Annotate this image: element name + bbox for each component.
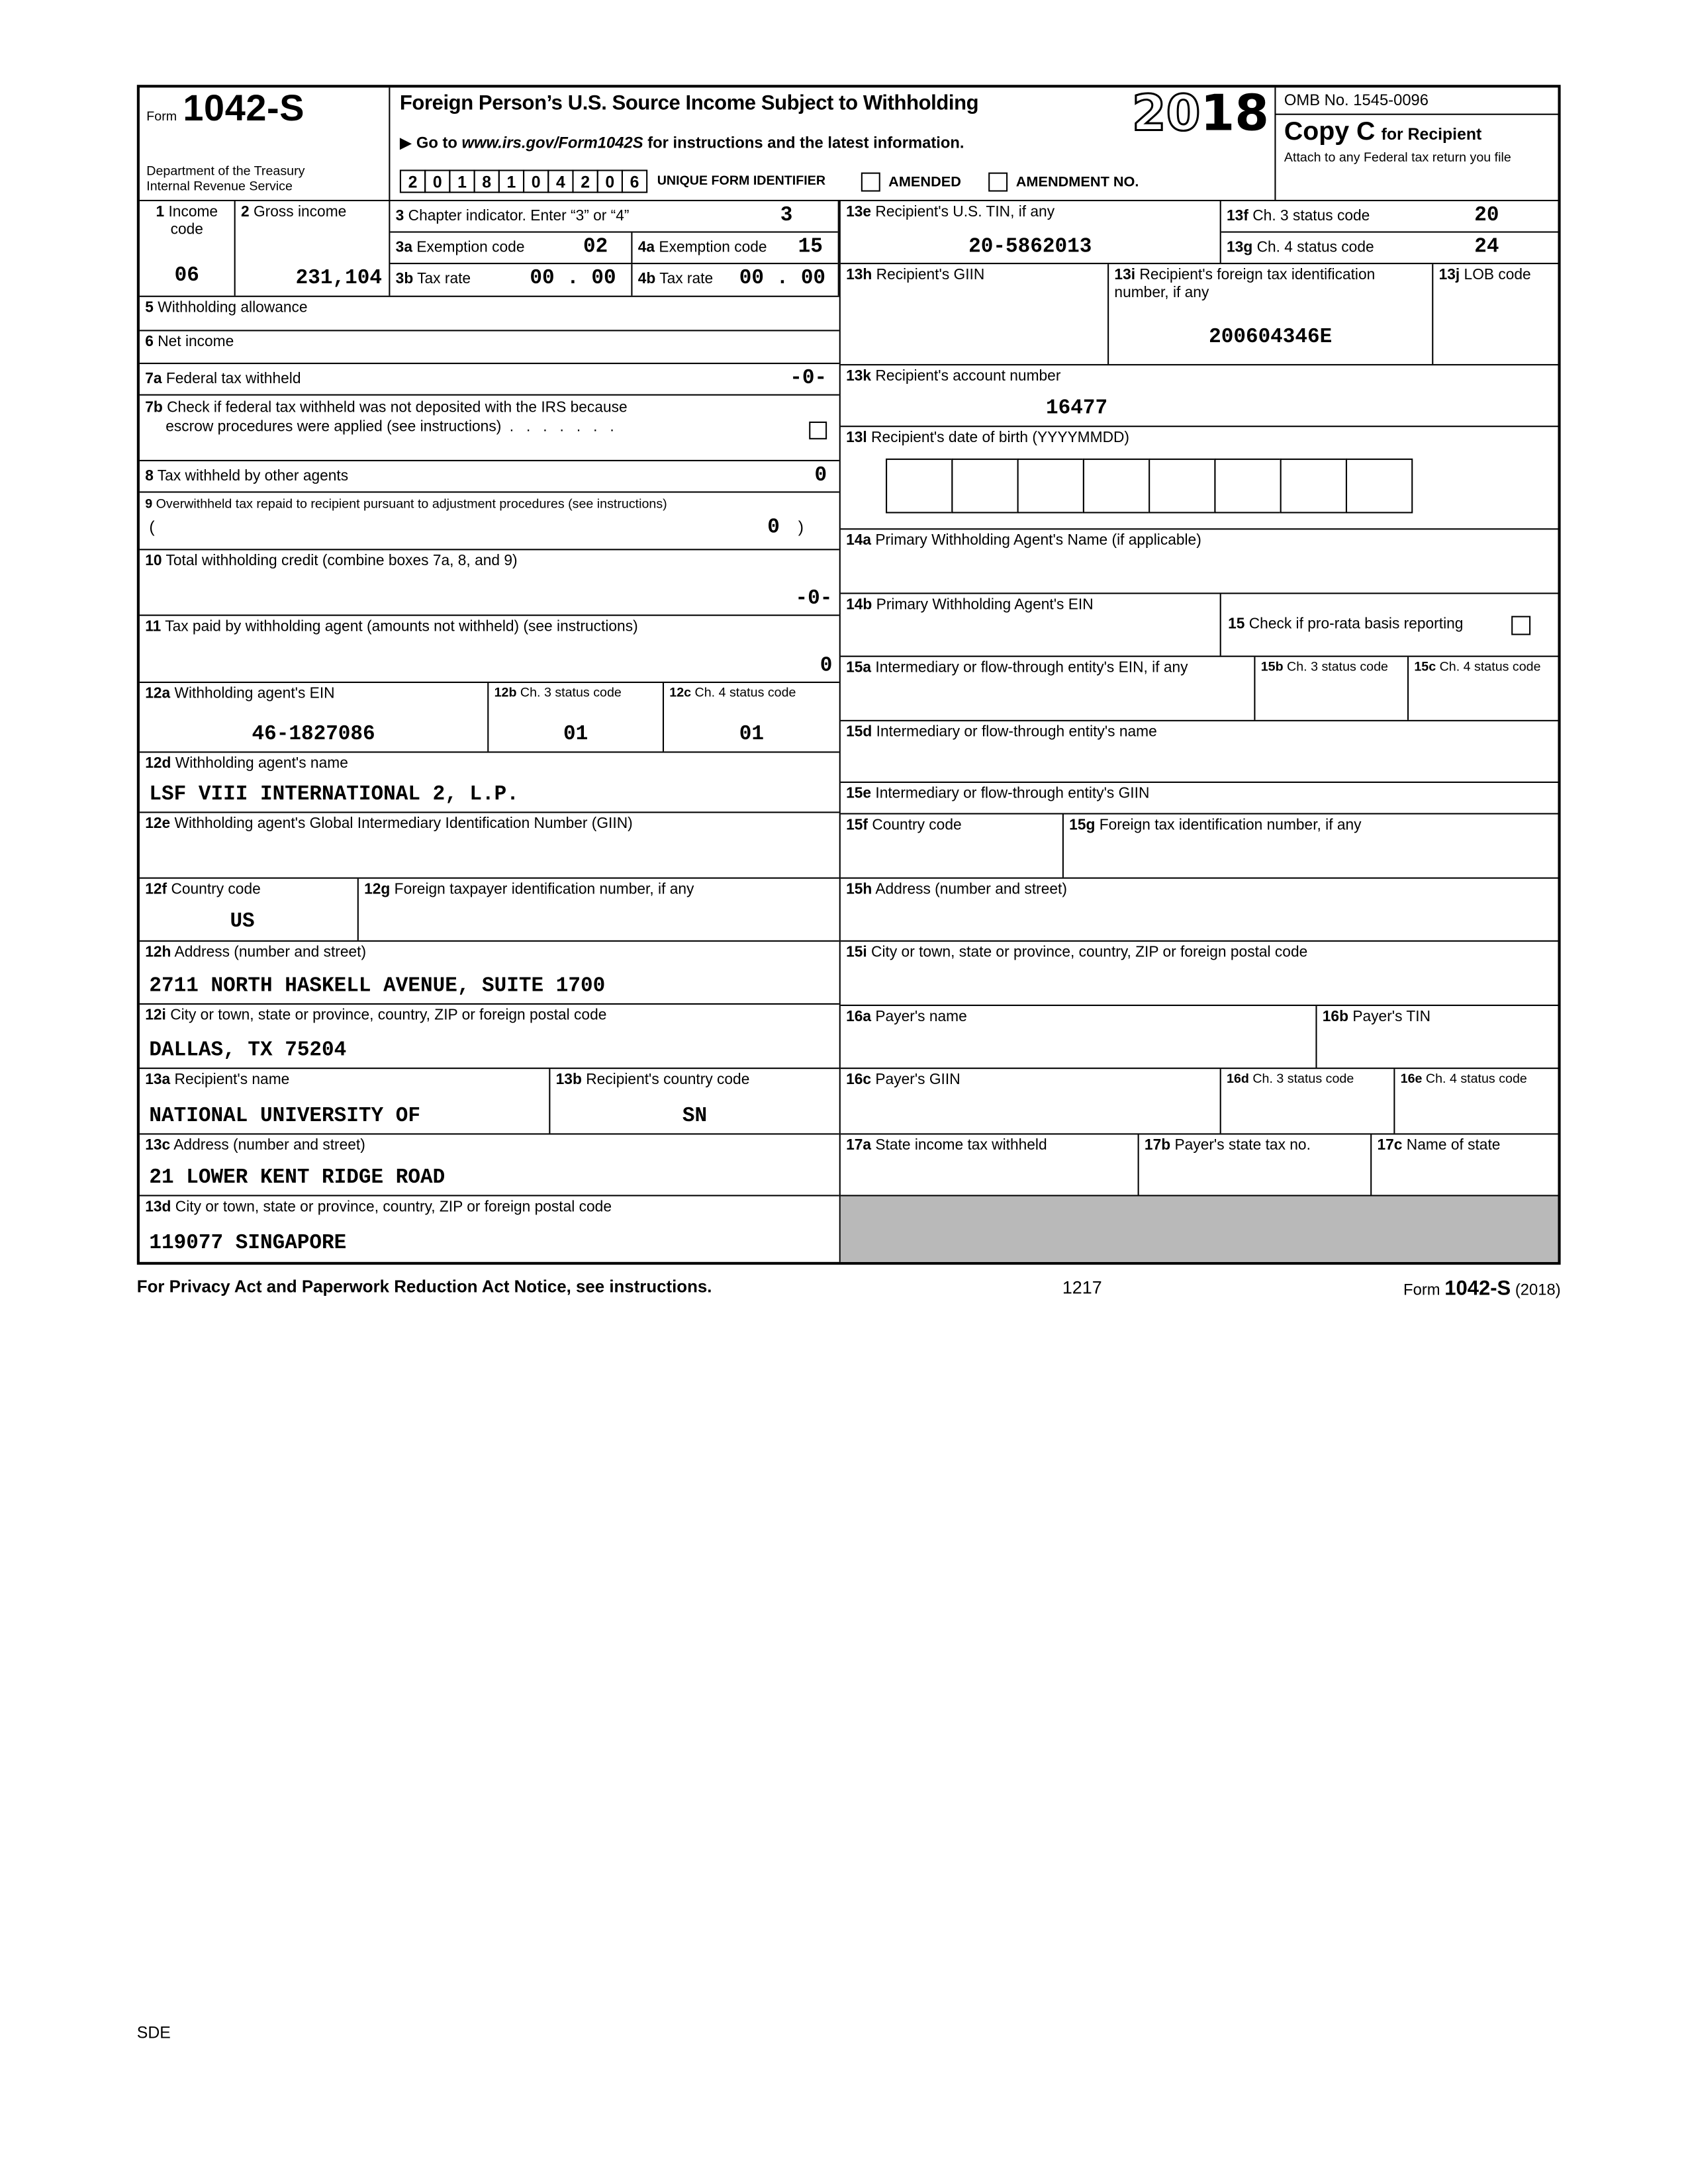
box-13c-recipient-address [140,1134,839,1196]
recipient-country-code-value[interactable]: SN [682,1104,708,1128]
row-16a-16b [841,1006,1558,1069]
box-4a-exemption-code [632,233,837,263]
pro-rata-checkbox[interactable] [1511,615,1530,635]
box-15b-ch3-status-code [1255,657,1409,720]
box-number: 7a [145,371,162,388]
box-17c-name-of-state [1372,1134,1558,1195]
box-15g-foreign-tin [1064,815,1558,878]
department-lines [146,166,382,196]
form-word: Form [146,109,177,125]
box-label: Payer's GIIN [875,1071,961,1089]
box-3-4-block [390,201,839,296]
box-3b-tax-rate [390,264,632,296]
copy-label: Copy C [1284,117,1376,147]
box-15d-intermediary-name [841,721,1558,783]
box-label: Intermediary or flow-through entity's name [876,724,1157,741]
box-label: Withholding agent's EIN [174,686,335,702]
dob-digit-boxes [886,459,1558,514]
box-number: 7b [145,399,163,416]
box-12i-agent-city [140,1005,839,1069]
box-label: Primary Withholding Agent's Name (if applicable) [875,532,1201,549]
box-13e-recipient-us-tin [841,201,1221,263]
box-12g-foreign-tin [359,879,839,940]
dob-digit-box[interactable] [1149,459,1215,514]
box-label: Primary Withholding Agent's EIN [876,596,1094,614]
box-label: Ch. 3 status code [1252,208,1370,225]
dob-digit-box[interactable] [886,459,953,514]
box-label: Federal tax withheld [165,371,301,388]
box-number: 17a [846,1137,872,1154]
uid-digit-box[interactable]: 0 [597,169,623,193]
recipient-ch4-status-value[interactable]: 24 [1474,235,1499,259]
recipient-address-value[interactable]: 21 LOWER KENT RIDGE ROAD [149,1166,445,1190]
box-label: Withholding allowance [158,299,308,316]
form-title: Foreign Person’s U.S. Source Income Subject to Withholding [399,91,979,115]
box-label: Tax paid by withholding agent (amounts not withheld) (see instructions) [165,618,638,635]
box-number: 16e [1400,1071,1423,1087]
row-12abc [140,683,839,752]
page-code: SDE [136,2023,171,2042]
row-13h-13i-13j [841,264,1558,365]
box-number: 12f [145,881,167,898]
box-number: 13j [1438,267,1460,284]
box-number: 13d [145,1199,171,1216]
box-11-tax-paid-by-agent [140,616,839,683]
box-label: Tax withheld by other agents [157,468,349,485]
box-number: 8 [145,468,154,485]
box-label: Payer's TIN [1352,1009,1431,1026]
box-17b-payer-state-tax-no [1139,1134,1372,1195]
box-label: Withholding agent's name [175,755,348,772]
box-3-chapter-indicator [390,201,837,233]
box-15-pro-rata [1221,594,1558,656]
box-label: Recipient's foreign tax identification number, if any [1114,267,1376,302]
box-number: 15e [846,786,872,802]
uid-digit-box[interactable]: 2 [572,169,598,193]
box-16e-ch4-status-code [1395,1069,1558,1133]
box-12e-agent-giin [140,813,839,878]
right-column [841,201,1558,1262]
box-13j-lob-code [1433,264,1558,364]
box-label: Overwithheld tax repaid to recipient pursuant to adjustment procedures (see instructions) [156,496,667,512]
box-13h-recipient-giin [841,264,1109,364]
box-label: LOB code [1464,267,1531,284]
box-label: Ch. 3 status code [520,686,622,701]
box-number: 13b [555,1071,582,1089]
goto-line [400,133,1111,152]
ch4-tax-rate-value[interactable]: 00 . 00 [739,267,826,291]
year-outline-part: 20 [1131,86,1201,143]
box-2-gross-income [236,201,391,296]
box-4b-tax-rate [632,264,837,296]
withholding-agent-ein-value[interactable]: 46-1827086 [252,722,375,747]
box-number: 3b [395,271,414,288]
uid-digit-box[interactable]: 0 [424,169,450,193]
box-label: Address (number and street) [875,881,1067,898]
box-12b-ch3-status-code [489,683,664,751]
box-number: 16c [846,1071,872,1089]
row-17a-17b-17c [841,1134,1558,1196]
box-13g-ch4-status-code [1221,233,1558,263]
box-number: 4b [637,271,656,288]
dob-digit-box[interactable] [1017,459,1084,514]
overwithheld-repaid-value[interactable]: 0 [767,516,780,540]
paren-close: ) [798,518,804,537]
box-number: 13f [1227,208,1248,225]
box-label: Payer's state tax no. [1174,1137,1311,1154]
box-13i-recipient-foreign-tin [1109,264,1433,364]
dept-line2: Internal Revenue Service [146,179,293,195]
box-number: 16b [1322,1009,1349,1026]
box-label: Withholding agent's Global Intermediary Identification Number (GIIN) [174,815,633,833]
escrow-checkbox[interactable] [809,422,827,439]
box-number: 15b [1260,659,1284,675]
box-label: City or town, state or province, country, ZIP or foreign postal code [170,1007,607,1024]
unique-form-identifier-row [400,169,1265,193]
box-number: 12b [494,686,517,701]
box-number: 15a [846,659,872,676]
box-13b-recipient-country-code [550,1069,839,1133]
box-number: 12g [364,881,391,898]
box-number: 12i [145,1007,166,1024]
box-number: 13g [1227,239,1253,256]
box-number: 16d [1227,1071,1249,1087]
row-income-gross-chapter [140,201,839,297]
box-label: Foreign taxpayer identification number, if any [394,881,694,898]
footer-form-word: Form [1403,1282,1440,1299]
box-6-net-income [140,331,839,364]
dob-digit-box[interactable] [1280,459,1347,514]
box-label: Recipient's date of birth (YYYYMMDD) [871,430,1130,447]
total-withholding-credit-value[interactable]: -0- [795,587,833,611]
box-label: Ch. 4 status code [694,686,796,701]
box-number: 15 [1228,615,1245,633]
box-14b-primary-agent-ein [841,594,1221,656]
box-14a-primary-agent-name [841,529,1558,594]
year-bold-part: 18 [1200,86,1270,143]
box-label: Recipient's U.S. TIN, if any [875,204,1055,220]
box-7b-escrow [140,396,839,461]
footer-form-number: 1042-S [1444,1277,1511,1300]
box-number: 17c [1377,1137,1403,1154]
box-10-total-withholding-credit [140,550,839,615]
gross-income-value[interactable]: 231,104 [295,267,382,291]
row-3a-4a [390,233,837,265]
box-number: 15c [1414,659,1436,675]
copy-designation [1276,115,1558,148]
arrow-right-icon: ▶ [399,135,412,152]
box-number: 13a [145,1071,171,1089]
copy-for-label: for Recipient [1381,124,1482,144]
box-number: 12e [145,815,171,833]
box-label: Tax rate [659,271,714,288]
box-label: Recipient's name [174,1071,290,1089]
recipient-ch3-status-value[interactable]: 20 [1474,204,1499,228]
recipient-name-value[interactable]: NATIONAL UNIVERSITY OF [149,1104,421,1128]
box-label: Recipient's country code [586,1071,750,1089]
goto-suffix: for instructions and the latest information. [643,135,964,152]
irs-url: www.irs.gov/Form1042S [461,135,643,152]
agent-ch3-status-value[interactable]: 01 [563,722,588,747]
recipient-account-number-value[interactable]: 16477 [1046,396,1108,420]
tax-paid-by-agent-value[interactable]: 0 [820,654,833,678]
tax-withheld-other-agents-value[interactable]: 0 [814,464,827,488]
box-1-income-code [140,201,236,296]
footer-form-year: (2018) [1515,1282,1561,1299]
box-label: Intermediary or flow-through entity's GIIN [875,786,1150,802]
agent-ch4-status-value[interactable]: 01 [739,722,764,747]
box-number: 16a [846,1009,872,1026]
uid-digit-box[interactable]: 1 [449,169,475,193]
box-label: Chapter indicator. Enter “3” or “4” [408,208,630,225]
form-title-block [390,87,1276,200]
box-13f-13g-block [1221,201,1558,263]
federal-tax-withheld-value[interactable]: -0- [790,367,827,390]
box-label: Country code [171,881,261,898]
box-number: 13k [846,368,872,385]
box-number: 14a [846,532,872,549]
uid-label: UNIQUE FORM IDENTIFIER [657,173,826,189]
box-12f-country-code [140,879,359,940]
amendment-no-label: AMENDMENT NO. [1015,173,1139,190]
amendment-no-checkbox[interactable] [988,172,1008,191]
form-number-line [146,87,382,129]
box-number: 12c [669,686,692,701]
box-17a-state-income-tax-withheld [841,1134,1139,1195]
chapter-indicator-value[interactable]: 3 [780,204,793,228]
row-16c-16d-16e [841,1069,1558,1134]
box-number: 12d [145,755,171,772]
box-15c-ch4-status-code [1409,657,1558,720]
ch3-tax-rate-value[interactable]: 00 . 00 [530,267,616,291]
box-16a-payer-name [841,1006,1317,1068]
box-label: Net income [158,334,234,351]
box-number: 13e [846,204,872,220]
box-label: Ch. 4 status code [1439,659,1541,675]
box-number: 12h [145,944,171,961]
box-16d-ch3-status-code [1221,1069,1395,1133]
box-number: 3a [395,239,413,256]
dob-digit-box[interactable] [1083,459,1150,514]
amended-checkbox[interactable] [861,172,880,191]
box-number: 2 [240,204,250,220]
box-8-tax-withheld-other-agents [140,461,839,493]
amended-label: AMENDED [888,173,961,190]
uid-digit-box[interactable]: 1 [498,169,524,193]
uid-digit-box[interactable]: 0 [523,169,549,193]
box-label: Exemption code [416,239,525,256]
form-header [140,87,1558,201]
paren-open: ( [149,518,155,537]
box-number: 15d [846,724,872,741]
form-1042s [137,85,1561,1265]
box-label: Recipient's GIIN [876,267,985,284]
recipient-us-tin-value[interactable]: 20-5862013 [968,235,1092,259]
box-7a-federal-tax-withheld [140,364,839,396]
tax-year [1131,86,1270,143]
withholding-agent-name-value[interactable]: LSF VIII INTERNATIONAL 2, L.P. [149,782,519,807]
income-code-value[interactable]: 06 [174,264,199,288]
box-number: 1 [156,204,165,220]
box-5-withholding-allowance [140,297,839,332]
box-label: Address (number and street) [174,944,367,961]
box-label: Ch. 3 status code [1252,1071,1354,1087]
ch4-exemption-code-value[interactable]: 15 [798,235,823,259]
box-12d-withholding-agent-name [140,752,839,813]
box-number: 11 [145,618,162,635]
box-13k-recipient-account-number [841,365,1558,427]
box-number: 13i [1114,267,1136,284]
box-13d-recipient-city [140,1197,839,1262]
row-3b-4b [390,264,837,296]
box-label-line1: Check if federal tax withheld was not deposited with the IRS because [167,399,628,416]
box-number: 6 [145,334,154,351]
box-13f-ch3-status-code [1221,201,1558,233]
box-number: 10 [145,553,162,570]
row-12f-12g [140,879,839,942]
box-number: 13c [145,1137,171,1154]
dob-digit-box[interactable] [1214,459,1281,514]
row-13e-13f-13g [841,201,1558,264]
box-3a-exemption-code [390,233,632,263]
omb-copy-block [1276,87,1558,200]
box-label: Tax rate [417,271,471,288]
row-15f-15g [841,815,1558,879]
goto-prefix: Go to [416,135,462,152]
box-label: Ch. 3 status code [1287,659,1388,675]
shaded-area [841,1197,1558,1262]
box-label: Income code [168,204,218,239]
recipient-city-value[interactable]: 119077 SINGAPORE [149,1232,347,1255]
agent-address-value[interactable]: 2711 NORTH HASKELL AVENUE, SUITE 1700 [149,974,606,998]
box-label: Check if pro-rata basis reporting [1248,615,1464,633]
agent-city-value[interactable]: DALLAS, TX 75204 [149,1038,347,1062]
box-number: 3 [395,208,404,225]
box-number: 13h [846,267,872,284]
box-number: 15h [846,881,872,898]
box-number: 15f [846,817,868,834]
box-15e-intermediary-giin [841,783,1558,815]
box-label: Address (number and street) [173,1137,365,1154]
box-9-overwithheld [140,493,839,551]
box-label-line2: escrow procedures were applied (see instructions) [165,419,502,436]
box-15i-intermediary-city [841,942,1558,1006]
box-label: Ch. 4 status code [1256,239,1374,256]
form-footer-id [1403,1277,1561,1300]
omb-number: OMB No. 1545-0096 [1276,87,1558,114]
box-label: State income tax withheld [875,1137,1047,1154]
form-id-block [140,87,390,200]
box-16c-payer-giin [841,1069,1221,1133]
form-footer [137,1274,1561,1304]
box-16b-payer-tin [1317,1006,1558,1068]
box-label: Ch. 4 status code [1425,1071,1527,1087]
attach-note: Attach to any Federal tax return you file [1284,150,1511,166]
dob-digit-box[interactable] [1346,459,1413,514]
uid-digit-box[interactable]: 4 [547,169,573,193]
box-13l-date-of-birth [841,427,1558,529]
leader-dots: . . . . . . . [509,419,614,436]
left-column [140,201,841,1262]
dept-line1: Department of the Treasury [146,164,305,180]
ch3-exemption-code-value[interactable]: 02 [583,235,608,259]
row-15abc [841,657,1558,721]
box-12c-ch4-status-code [664,683,839,751]
box-number: 12a [145,686,171,702]
box-number: 9 [145,496,153,512]
row-13a-13b [140,1069,839,1134]
box-label: Payer's name [875,1009,967,1026]
box-12h-agent-address [140,942,839,1005]
box-number: 15i [846,944,867,961]
row-14b-15 [841,594,1558,657]
box-number: 15g [1069,817,1096,834]
box-label: Country code [872,817,962,834]
box-label: City or town, state or province, country, ZIP or foreign postal code [175,1199,612,1216]
box-label: Total withholding credit (combine boxes 7a, 8, and 9) [165,553,518,570]
box-number: 4a [637,239,655,256]
uid-digit-box[interactable]: 6 [622,169,647,193]
box-label: Foreign tax identification number, if any [1099,817,1362,834]
privacy-act-notice: For Privacy Act and Paperwork Reduction Act Notice, see instructions. [136,1277,712,1297]
box-label: Recipient's account number [875,368,1061,385]
uid-digit-box[interactable]: 8 [474,169,500,193]
box-15f-country-code [841,815,1064,878]
box-label: Gross income [253,204,347,220]
box-12a-withholding-agent-ein [140,683,489,751]
box-number: 13l [846,430,867,447]
dob-digit-box[interactable] [951,459,1018,514]
box-15a-intermediary-ein [841,657,1256,720]
recipient-foreign-tin-value[interactable]: 200604346E [1209,326,1333,349]
box-label: City or town, state or province, country, ZIP or foreign postal code [871,944,1308,961]
box-number: 17b [1144,1137,1171,1154]
catalog-code: 1217 [1062,1277,1102,1298]
box-label: Exemption code [659,239,767,256]
box-15h-intermediary-address [841,879,1558,942]
form-number: 1042-S [183,87,305,129]
form-body [140,201,1558,1262]
agent-country-code-value[interactable]: US [230,910,255,934]
box-label: Name of state [1406,1137,1501,1154]
uid-digit-box[interactable]: 2 [400,169,426,193]
box-13a-recipient-name [140,1069,550,1133]
box-number: 5 [145,299,154,316]
box-number: 14b [846,596,872,614]
box-label: Intermediary or flow-through entity's EIN, if any [875,659,1188,676]
